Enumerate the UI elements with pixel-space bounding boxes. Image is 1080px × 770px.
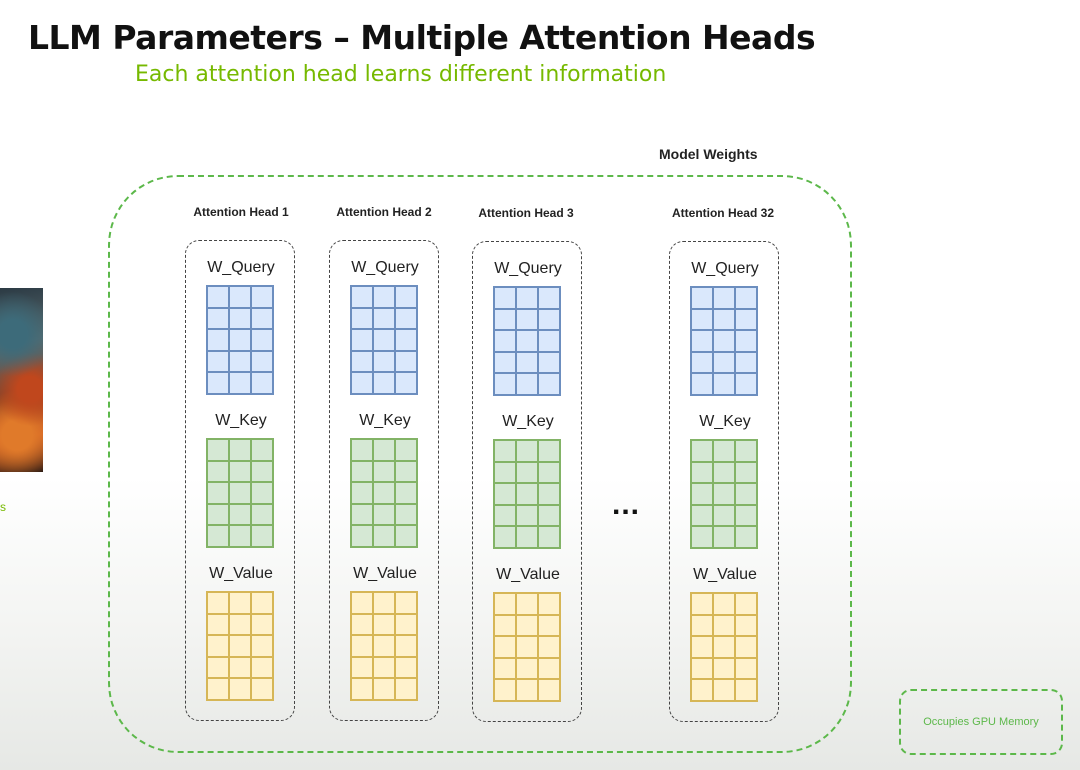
matrix-cell [373, 329, 395, 351]
matrix-cell [207, 657, 229, 679]
matrix-cell [713, 373, 735, 395]
matrix-cell [207, 351, 229, 373]
matrix-cell [735, 636, 757, 658]
matrix-cell [538, 352, 560, 374]
matrix-cell [713, 615, 735, 637]
w-query-matrix [206, 285, 274, 395]
matrix-cell [351, 439, 373, 461]
matrix-cell [713, 352, 735, 374]
matrix-cell [207, 482, 229, 504]
matrix-cell [713, 658, 735, 680]
matrix-cell [516, 462, 538, 484]
matrix-cell [373, 635, 395, 657]
matrix-cell [251, 635, 273, 657]
matrix-cell [229, 525, 251, 547]
w-key-matrix [350, 438, 418, 548]
matrix-cell [494, 526, 516, 548]
matrix-cell [251, 614, 273, 636]
matrix-cell [351, 592, 373, 614]
matrix-cell [494, 658, 516, 680]
matrix-cell [516, 526, 538, 548]
matrix-cell [207, 439, 229, 461]
matrix-cell [351, 525, 373, 547]
matrix-cell [538, 658, 560, 680]
matrix-cell [251, 482, 273, 504]
matrix-cell [713, 287, 735, 309]
matrix-cell [251, 351, 273, 373]
matrix-cell [516, 352, 538, 374]
matrix-cell [251, 308, 273, 330]
w-key-label: W_Key [502, 413, 554, 430]
matrix-cell [373, 525, 395, 547]
matrix-cell [538, 526, 560, 548]
matrix-cell [373, 286, 395, 308]
gpu-memory-label: Occupies GPU Memory [923, 716, 1039, 728]
matrix-cell [713, 440, 735, 462]
matrix-cell [735, 483, 757, 505]
matrix-cell [351, 329, 373, 351]
matrix-cell [691, 462, 713, 484]
matrix-cell [735, 615, 757, 637]
matrix-cell [395, 678, 417, 700]
matrix-cell [373, 614, 395, 636]
matrix-cell [538, 505, 560, 527]
matrix-cell [494, 373, 516, 395]
matrix-cell [351, 308, 373, 330]
matrix-cell [395, 439, 417, 461]
matrix-cell [538, 330, 560, 352]
head-2-label: Attention Head 2 [336, 205, 432, 219]
matrix-cell [494, 593, 516, 615]
matrix-cell [713, 330, 735, 352]
matrix-cell [691, 593, 713, 615]
matrix-cell [494, 615, 516, 637]
w-value-label: W_Value [693, 566, 757, 583]
matrix-cell [229, 504, 251, 526]
matrix-cell [735, 679, 757, 701]
matrix-cell [207, 635, 229, 657]
w-query-label: W_Query [207, 259, 275, 276]
matrix-cell [395, 329, 417, 351]
matrix-cell [351, 351, 373, 373]
matrix-cell [229, 372, 251, 394]
matrix-cell [207, 678, 229, 700]
w-value-label: W_Value [209, 565, 273, 582]
matrix-cell [735, 440, 757, 462]
matrix-cell [735, 330, 757, 352]
matrix-cell [395, 635, 417, 657]
matrix-cell [373, 439, 395, 461]
matrix-cell [229, 678, 251, 700]
w-key-matrix [206, 438, 274, 548]
head-3-label: Attention Head 3 [478, 206, 574, 220]
matrix-cell [251, 329, 273, 351]
matrix-cell [229, 439, 251, 461]
matrix-cell [229, 614, 251, 636]
matrix-cell [494, 309, 516, 331]
w-value-matrix [690, 592, 758, 702]
matrix-cell [373, 308, 395, 330]
matrix-cell [229, 308, 251, 330]
matrix-cell [373, 592, 395, 614]
matrix-cell [516, 373, 538, 395]
matrix-cell [691, 679, 713, 701]
matrix-cell [691, 330, 713, 352]
matrix-cell [494, 287, 516, 309]
matrix-cell [516, 330, 538, 352]
matrix-cell [735, 505, 757, 527]
matrix-cell [251, 678, 273, 700]
w-query-label: W_Query [351, 259, 419, 276]
matrix-cell [251, 592, 273, 614]
w-key-label: W_Key [215, 412, 267, 429]
attention-head-3 [472, 241, 582, 722]
matrix-cell [494, 330, 516, 352]
matrix-cell [229, 286, 251, 308]
matrix-cell [207, 461, 229, 483]
matrix-cell [494, 440, 516, 462]
matrix-cell [395, 525, 417, 547]
matrix-cell [691, 373, 713, 395]
matrix-cell [516, 287, 538, 309]
matrix-cell [713, 462, 735, 484]
attention-head-1 [185, 240, 295, 721]
matrix-cell [713, 483, 735, 505]
matrix-cell [516, 658, 538, 680]
matrix-cell [713, 309, 735, 331]
matrix-cell [229, 482, 251, 504]
w-key-matrix [690, 439, 758, 549]
matrix-cell [494, 462, 516, 484]
matrix-cell [207, 614, 229, 636]
matrix-cell [207, 372, 229, 394]
matrix-cell [691, 615, 713, 637]
matrix-cell [735, 352, 757, 374]
matrix-cell [351, 482, 373, 504]
head-32-label: Attention Head 32 [671, 206, 774, 220]
matrix-cell [351, 678, 373, 700]
gpu-memory-legend [899, 689, 1063, 755]
matrix-cell [207, 286, 229, 308]
matrix-cell [351, 657, 373, 679]
matrix-cell [395, 461, 417, 483]
matrix-cell [207, 525, 229, 547]
matrix-cell [735, 373, 757, 395]
attention-head-32 [669, 241, 779, 722]
matrix-cell [373, 678, 395, 700]
matrix-cell [735, 658, 757, 680]
attention-head-2 [329, 240, 439, 721]
w-query-matrix [350, 285, 418, 395]
matrix-cell [735, 526, 757, 548]
matrix-cell [207, 504, 229, 526]
matrix-cell [395, 286, 417, 308]
w-value-label: W_Value [353, 565, 417, 582]
matrix-cell [494, 636, 516, 658]
matrix-cell [494, 483, 516, 505]
matrix-cell [538, 287, 560, 309]
matrix-cell [351, 461, 373, 483]
matrix-cell [395, 308, 417, 330]
matrix-cell [538, 440, 560, 462]
matrix-cell [494, 352, 516, 374]
ellipsis-more-heads: ... [611, 488, 640, 521]
matrix-cell [538, 373, 560, 395]
matrix-cell [735, 593, 757, 615]
matrix-cell [373, 372, 395, 394]
matrix-cell [691, 505, 713, 527]
matrix-cell [229, 351, 251, 373]
matrix-cell [395, 504, 417, 526]
w-value-matrix [206, 591, 274, 701]
matrix-cell [538, 615, 560, 637]
matrix-cell [229, 329, 251, 351]
matrix-cell [713, 636, 735, 658]
matrix-cell [538, 483, 560, 505]
matrix-cell [395, 351, 417, 373]
matrix-cell [691, 440, 713, 462]
matrix-cell [207, 592, 229, 614]
matrix-cell [251, 461, 273, 483]
matrix-cell [395, 372, 417, 394]
matrix-cell [691, 309, 713, 331]
matrix-cell [713, 593, 735, 615]
matrix-cell [691, 658, 713, 680]
side-image-fragment [0, 288, 43, 472]
matrix-cell [229, 592, 251, 614]
w-value-matrix [493, 592, 561, 702]
matrix-cell [207, 329, 229, 351]
matrix-cell [713, 505, 735, 527]
matrix-cell [516, 593, 538, 615]
matrix-cell [538, 636, 560, 658]
matrix-cell [494, 679, 516, 701]
matrix-cell [691, 352, 713, 374]
matrix-cell [395, 482, 417, 504]
matrix-cell [251, 657, 273, 679]
slide-title: LLM Parameters – Multiple Attention Heads [28, 18, 816, 57]
w-value-matrix [350, 591, 418, 701]
w-key-label: W_Key [699, 413, 751, 430]
w-query-matrix [690, 286, 758, 396]
model-weights-label: Model Weights [659, 146, 758, 162]
matrix-cell [207, 308, 229, 330]
matrix-cell [251, 439, 273, 461]
matrix-cell [351, 614, 373, 636]
matrix-cell [516, 505, 538, 527]
matrix-cell [516, 309, 538, 331]
slide-subtitle: Each attention head learns different information [135, 62, 667, 87]
w-value-label: W_Value [496, 566, 560, 583]
matrix-cell [691, 526, 713, 548]
matrix-cell [516, 440, 538, 462]
matrix-cell [516, 636, 538, 658]
matrix-cell [229, 635, 251, 657]
matrix-cell [251, 286, 273, 308]
matrix-cell [351, 372, 373, 394]
matrix-cell [251, 504, 273, 526]
w-query-matrix [493, 286, 561, 396]
w-key-matrix [493, 439, 561, 549]
matrix-cell [735, 462, 757, 484]
matrix-cell [691, 636, 713, 658]
matrix-cell [373, 482, 395, 504]
matrix-cell [251, 525, 273, 547]
matrix-cell [516, 615, 538, 637]
matrix-cell [395, 592, 417, 614]
matrix-cell [735, 287, 757, 309]
matrix-cell [538, 679, 560, 701]
matrix-cell [691, 287, 713, 309]
matrix-cell [395, 614, 417, 636]
matrix-cell [351, 635, 373, 657]
side-text-fragment: s [0, 500, 6, 514]
matrix-cell [251, 372, 273, 394]
matrix-cell [538, 462, 560, 484]
w-query-label: W_Query [494, 260, 562, 277]
matrix-cell [373, 504, 395, 526]
matrix-cell [373, 461, 395, 483]
matrix-cell [538, 309, 560, 331]
matrix-cell [735, 309, 757, 331]
head-1-label: Attention Head 1 [193, 205, 289, 219]
matrix-cell [395, 657, 417, 679]
matrix-cell [713, 679, 735, 701]
matrix-cell [373, 351, 395, 373]
matrix-cell [691, 483, 713, 505]
matrix-cell [494, 505, 516, 527]
matrix-cell [373, 657, 395, 679]
w-key-label: W_Key [359, 412, 411, 429]
matrix-cell [516, 679, 538, 701]
matrix-cell [538, 593, 560, 615]
matrix-cell [713, 526, 735, 548]
matrix-cell [229, 657, 251, 679]
matrix-cell [351, 286, 373, 308]
matrix-cell [229, 461, 251, 483]
matrix-cell [351, 504, 373, 526]
w-query-label: W_Query [691, 260, 759, 277]
matrix-cell [516, 483, 538, 505]
